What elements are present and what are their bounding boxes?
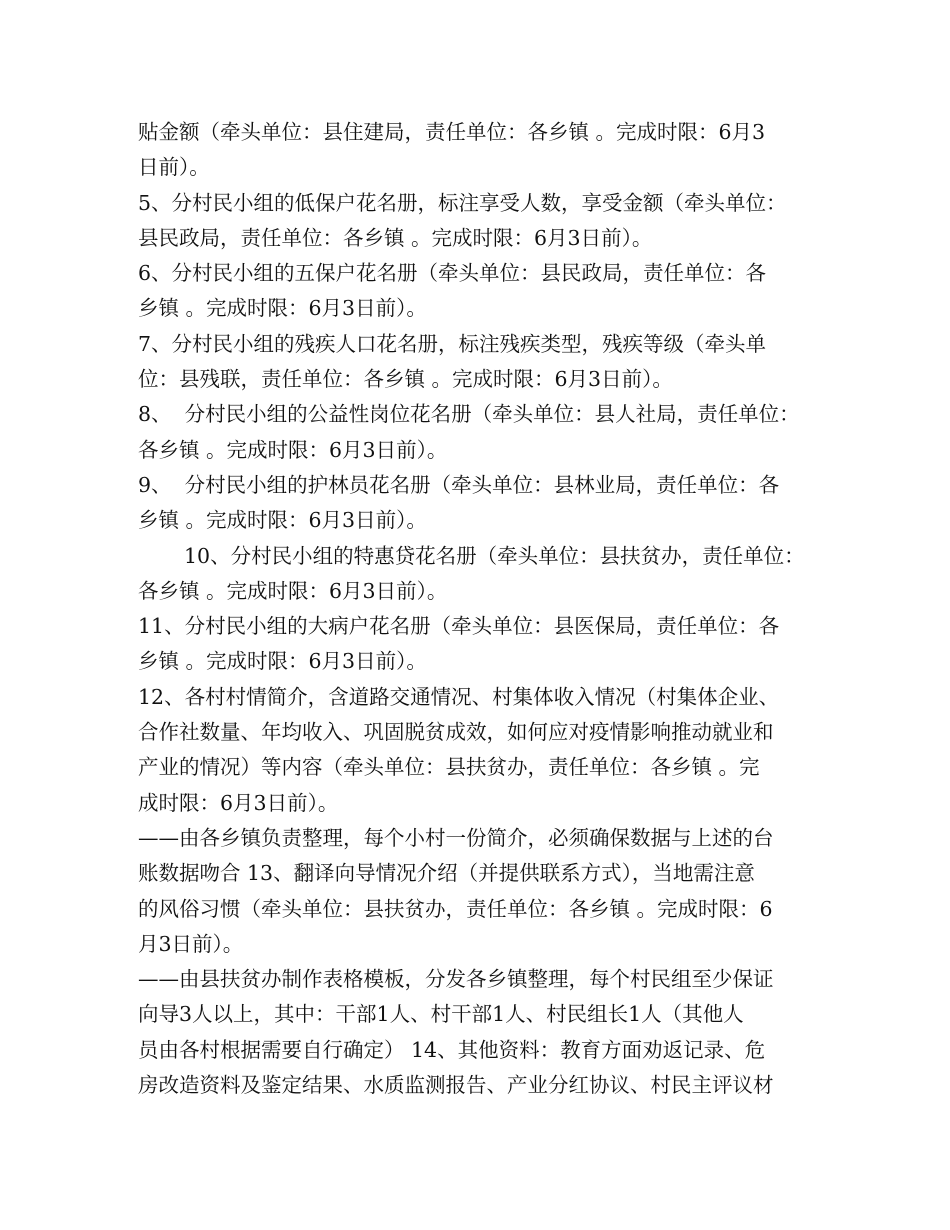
- text-line: 各乡镇 。完成时限：6月3日前）。: [138, 437, 448, 462]
- text-line: 9、 分村民小组的护林员花名册（牵头单位：县林业局，责任单位：各: [138, 472, 780, 497]
- text-line: 产业的情况）等内容（牵头单位：县扶贫办，责任单位：各乡镇 。完: [138, 755, 760, 780]
- text-line: 账数据吻合 13、翻译向导情况介绍（并提供联系方式），当地需注意: [138, 861, 755, 886]
- text-line: 的风俗习惯（牵头单位：县扶贫办，责任单位：各乡镇 。完成时限：6: [138, 896, 773, 921]
- text-line: 12、各村村情简介，含道路交通情况、村集体收入情况（村集体企业、: [138, 684, 780, 709]
- text-line: 员由各村根据需要自行确定） 14、其他资料：教育方面劝返记录、危: [138, 1037, 766, 1062]
- text-line: 乡镇 。完成时限：6月3日前）。: [138, 649, 427, 674]
- text-line: 各乡镇 。完成时限：6月3日前）。: [138, 578, 448, 603]
- text-line: 合作社数量、年均收入、巩固脱贫成效，如何应对疫情影响推动就业和: [138, 720, 774, 745]
- text-line: 7、分村民小组的残疾人口花名册，标注残疾类型，残疾等级（牵头单: [138, 331, 767, 356]
- text-line: 乡镇 。完成时限：6月3日前）。: [138, 296, 427, 321]
- text-line: 向导3人以上，其中：干部1人、村干部1人、村民组长1人（其他人: [138, 1002, 744, 1027]
- text-line: 8、 分村民小组的公益性岗位花名册（牵头单位：县人社局，责任单位：: [138, 402, 800, 427]
- text-line: 5、分村民小组的低保户花名册，标注享受人数，享受金额（牵头单位：: [138, 190, 787, 215]
- text-line: 房改造资料及鉴定结果、水质监测报告、产业分红协议、村民主评议材: [138, 1073, 774, 1098]
- text-line: 位：县残联，责任单位：各乡镇 。完成时限：6月3日前）。: [138, 367, 673, 392]
- text-line: 乡镇 。完成时限：6月3日前）。: [138, 508, 427, 533]
- text-line: 11、分村民小组的大病户花名册（牵头单位：县医保局，责任单位：各: [138, 614, 780, 639]
- document-body: [138, 115, 828, 1103]
- text-line: 县民政局，责任单位：各乡镇 。完成时限：6月3日前）。: [138, 225, 653, 250]
- text-line: ——由各乡镇负责整理，每个小村一份简介，必须确保数据与上述的台: [138, 825, 774, 850]
- text-line: 月3日前）。: [138, 931, 244, 956]
- text-line-indented: 10、分村民小组的特惠贷花名册（牵头单位：县扶贫办，责任单位：: [184, 543, 805, 568]
- text-line: 贴金额（牵头单位：县住建局，责任单位：各乡镇 。完成时限：6月3: [138, 120, 766, 144]
- text-line: ——由县扶贫办制作表格模板，分发各乡镇整理，每个村民组至少保证: [138, 967, 774, 992]
- text-line: 6、分村民小组的五保户花名册（牵头单位：县民政局，责任单位：各: [138, 261, 767, 286]
- text-line: 日前）。: [138, 155, 210, 180]
- text-line: 成时限：6月3日前）。: [138, 790, 339, 815]
